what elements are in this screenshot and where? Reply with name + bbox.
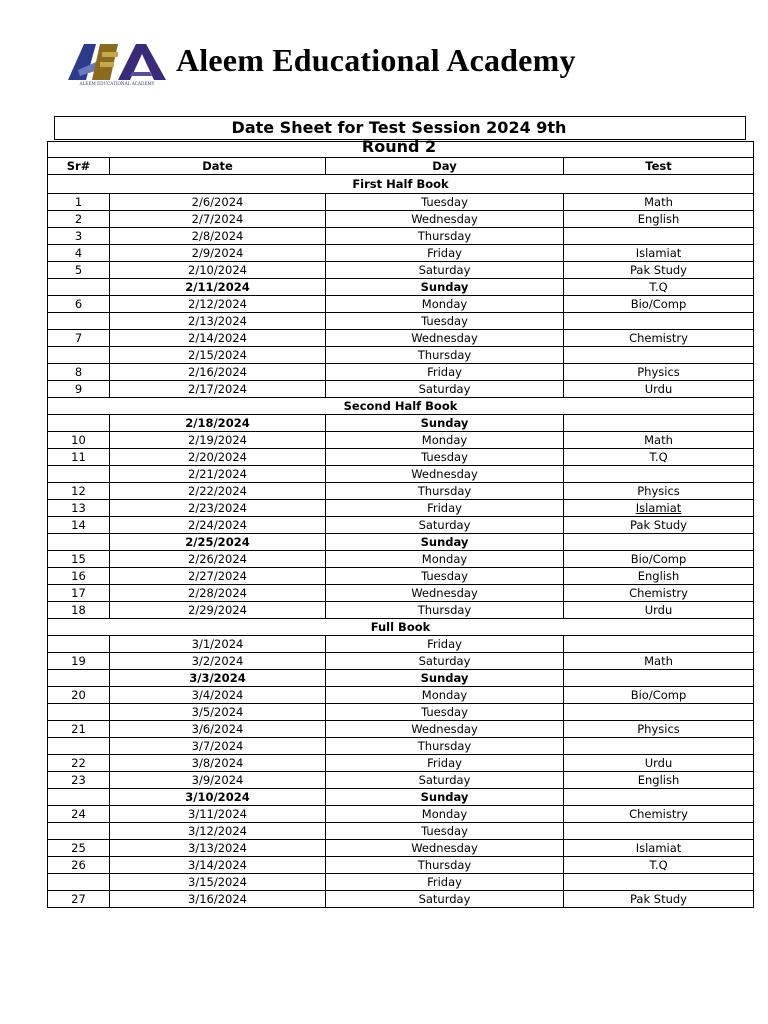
date-cell: 2/26/2024 xyxy=(110,551,326,568)
sr-cell: 14 xyxy=(48,517,110,534)
day-cell: Wednesday xyxy=(326,211,564,228)
sr-cell: 5 xyxy=(48,262,110,279)
column-header-day: Day xyxy=(326,158,564,175)
table-row xyxy=(48,806,754,823)
sr-cell xyxy=(48,636,110,653)
sr-cell xyxy=(48,347,110,364)
sr-cell: 15 xyxy=(48,551,110,568)
day-cell: Monday xyxy=(326,806,564,823)
day-cell: Friday xyxy=(326,364,564,381)
table-row xyxy=(48,687,754,704)
section-label: Full Book xyxy=(48,619,754,636)
table-row xyxy=(48,653,754,670)
sr-cell xyxy=(48,466,110,483)
test-cell: English xyxy=(564,568,754,585)
table-row xyxy=(48,568,754,585)
table-row xyxy=(48,415,754,432)
column-header-date: Date xyxy=(110,158,326,175)
sr-cell: 7 xyxy=(48,330,110,347)
day-cell: Friday xyxy=(326,636,564,653)
sr-cell: 20 xyxy=(48,687,110,704)
test-cell: T.Q xyxy=(564,449,754,466)
date-cell: 3/12/2024 xyxy=(110,823,326,840)
date-cell: 2/11/2024 xyxy=(110,279,326,296)
test-cell: Bio/Comp xyxy=(564,296,754,313)
date-cell: 3/6/2024 xyxy=(110,721,326,738)
sr-cell: 10 xyxy=(48,432,110,449)
table-row xyxy=(48,721,754,738)
day-cell: Tuesday xyxy=(326,194,564,211)
day-cell: Sunday xyxy=(326,534,564,551)
date-cell: 3/7/2024 xyxy=(110,738,326,755)
test-cell: T.Q xyxy=(564,279,754,296)
title-box xyxy=(54,116,746,140)
table-row xyxy=(48,449,754,466)
table-row xyxy=(48,755,754,772)
day-cell: Friday xyxy=(326,755,564,772)
date-cell: 2/20/2024 xyxy=(110,449,326,466)
sr-cell: 8 xyxy=(48,364,110,381)
sr-cell: 27 xyxy=(48,891,110,908)
test-cell xyxy=(564,534,754,551)
sr-cell xyxy=(48,874,110,891)
test-cell: Math xyxy=(564,653,754,670)
column-header-sr: Sr# xyxy=(48,158,110,175)
table-row xyxy=(48,347,754,364)
test-cell: Physics xyxy=(564,483,754,500)
date-cell: 2/7/2024 xyxy=(110,211,326,228)
day-cell: Monday xyxy=(326,296,564,313)
table-row xyxy=(48,789,754,806)
date-cell: 2/17/2024 xyxy=(110,381,326,398)
table-row xyxy=(48,636,754,653)
date-cell: 3/8/2024 xyxy=(110,755,326,772)
table-row xyxy=(48,262,754,279)
date-cell: 2/27/2024 xyxy=(110,568,326,585)
date-cell: 2/24/2024 xyxy=(110,517,326,534)
test-cell xyxy=(564,415,754,432)
sr-cell: 21 xyxy=(48,721,110,738)
test-cell xyxy=(564,789,754,806)
date-cell: 2/6/2024 xyxy=(110,194,326,211)
test-cell: Math xyxy=(564,194,754,211)
day-cell: Wednesday xyxy=(326,466,564,483)
day-cell: Tuesday xyxy=(326,568,564,585)
date-sheet-table xyxy=(47,141,754,908)
day-cell: Tuesday xyxy=(326,449,564,466)
date-cell: 2/16/2024 xyxy=(110,364,326,381)
date-cell: 2/29/2024 xyxy=(110,602,326,619)
table-row xyxy=(48,483,754,500)
day-cell: Sunday xyxy=(326,279,564,296)
date-cell: 3/10/2024 xyxy=(110,789,326,806)
sr-cell: 24 xyxy=(48,806,110,823)
sr-cell: 12 xyxy=(48,483,110,500)
table-header-row xyxy=(48,158,754,175)
table-row xyxy=(48,381,754,398)
day-cell: Thursday xyxy=(326,347,564,364)
day-cell: Saturday xyxy=(326,262,564,279)
table-row xyxy=(48,364,754,381)
day-cell: Thursday xyxy=(326,738,564,755)
sr-cell: 2 xyxy=(48,211,110,228)
test-cell: Physics xyxy=(564,721,754,738)
test-cell xyxy=(564,670,754,687)
date-cell: 2/23/2024 xyxy=(110,500,326,517)
sr-cell xyxy=(48,738,110,755)
date-cell: 3/5/2024 xyxy=(110,704,326,721)
day-cell: Wednesday xyxy=(326,721,564,738)
test-cell xyxy=(564,466,754,483)
sr-cell: 6 xyxy=(48,296,110,313)
date-cell: 2/18/2024 xyxy=(110,415,326,432)
day-cell: Saturday xyxy=(326,517,564,534)
section-header-row xyxy=(48,398,754,415)
section-label: Second Half Book xyxy=(48,398,754,415)
test-cell: Chemistry xyxy=(564,806,754,823)
day-cell: Saturday xyxy=(326,772,564,789)
date-cell: 3/3/2024 xyxy=(110,670,326,687)
test-cell: Pak Study xyxy=(564,262,754,279)
sr-cell: 11 xyxy=(48,449,110,466)
table-top-spacer xyxy=(48,142,754,158)
sr-cell xyxy=(48,534,110,551)
page-header xyxy=(66,38,706,88)
day-cell: Friday xyxy=(326,245,564,262)
day-cell: Monday xyxy=(326,551,564,568)
sr-cell: 25 xyxy=(48,840,110,857)
date-cell: 2/8/2024 xyxy=(110,228,326,245)
table-row xyxy=(48,500,754,517)
day-cell: Saturday xyxy=(326,381,564,398)
sr-cell: 16 xyxy=(48,568,110,585)
sr-cell xyxy=(48,415,110,432)
test-label: Islamiat xyxy=(635,500,682,515)
sr-cell: 13 xyxy=(48,500,110,517)
test-cell: Physics xyxy=(564,364,754,381)
sr-cell: 19 xyxy=(48,653,110,670)
sr-cell xyxy=(48,670,110,687)
test-cell: Chemistry xyxy=(564,585,754,602)
test-cell: Bio/Comp xyxy=(564,551,754,568)
day-cell: Thursday xyxy=(326,483,564,500)
day-cell: Saturday xyxy=(326,653,564,670)
table-row xyxy=(48,517,754,534)
date-sheet-title: Date Sheet for Test Session 2024 9th Round 2 xyxy=(231,118,567,156)
table-row xyxy=(48,840,754,857)
date-cell: 2/9/2024 xyxy=(110,245,326,262)
date-cell: 2/28/2024 xyxy=(110,585,326,602)
table-row xyxy=(48,432,754,449)
test-cell xyxy=(564,636,754,653)
table-row xyxy=(48,534,754,551)
table-row xyxy=(48,891,754,908)
column-header-test: Test xyxy=(564,158,754,175)
test-cell xyxy=(564,313,754,330)
date-cell: 2/21/2024 xyxy=(110,466,326,483)
section-label: First Half Book xyxy=(48,175,754,194)
test-cell: Urdu xyxy=(564,602,754,619)
table-row xyxy=(48,874,754,891)
sr-cell: 4 xyxy=(48,245,110,262)
section-header-row xyxy=(48,619,754,636)
test-cell: Chemistry xyxy=(564,330,754,347)
day-cell: Wednesday xyxy=(326,330,564,347)
date-cell: 2/10/2024 xyxy=(110,262,326,279)
day-cell: Thursday xyxy=(326,857,564,874)
sr-cell: 9 xyxy=(48,381,110,398)
date-cell: 2/13/2024 xyxy=(110,313,326,330)
sr-cell: 17 xyxy=(48,585,110,602)
sr-cell: 1 xyxy=(48,194,110,211)
date-cell: 2/19/2024 xyxy=(110,432,326,449)
test-cell: T.Q xyxy=(564,857,754,874)
table-row xyxy=(48,670,754,687)
day-cell: Thursday xyxy=(326,228,564,245)
date-cell: 3/14/2024 xyxy=(110,857,326,874)
day-cell: Wednesday xyxy=(326,840,564,857)
date-cell: 3/2/2024 xyxy=(110,653,326,670)
table-row xyxy=(48,313,754,330)
day-cell: Friday xyxy=(326,500,564,517)
date-cell: 3/13/2024 xyxy=(110,840,326,857)
sr-cell xyxy=(48,823,110,840)
day-cell: Friday xyxy=(326,874,564,891)
day-cell: Monday xyxy=(326,432,564,449)
date-cell: 3/1/2024 xyxy=(110,636,326,653)
table-row xyxy=(48,330,754,347)
table-row xyxy=(48,704,754,721)
sr-cell xyxy=(48,789,110,806)
table-row xyxy=(48,279,754,296)
test-cell: Urdu xyxy=(564,381,754,398)
date-cell: 2/22/2024 xyxy=(110,483,326,500)
academy-logo xyxy=(66,40,168,86)
logo-caption: ALEEM EDUCATIONAL ACADEMY xyxy=(79,81,155,86)
table-row xyxy=(48,194,754,211)
test-cell xyxy=(564,738,754,755)
day-cell: Sunday xyxy=(326,789,564,806)
sr-cell xyxy=(48,313,110,330)
test-cell xyxy=(564,874,754,891)
table-row xyxy=(48,602,754,619)
date-cell: 3/11/2024 xyxy=(110,806,326,823)
date-cell: 2/15/2024 xyxy=(110,347,326,364)
date-cell: 2/12/2024 xyxy=(110,296,326,313)
sr-cell: 23 xyxy=(48,772,110,789)
sr-cell: 22 xyxy=(48,755,110,772)
sr-cell xyxy=(48,279,110,296)
table-row xyxy=(48,823,754,840)
sr-cell xyxy=(48,704,110,721)
school-name: Aleem Educational Academy xyxy=(176,42,576,78)
test-cell: English xyxy=(564,211,754,228)
test-cell xyxy=(564,704,754,721)
sr-cell: 3 xyxy=(48,228,110,245)
date-cell: 3/15/2024 xyxy=(110,874,326,891)
test-cell xyxy=(564,500,754,517)
table-row xyxy=(48,585,754,602)
day-cell: Wednesday xyxy=(326,585,564,602)
table-row xyxy=(48,211,754,228)
test-cell: Pak Study xyxy=(564,517,754,534)
day-cell: Thursday xyxy=(326,602,564,619)
test-cell: English xyxy=(564,772,754,789)
table-row xyxy=(48,466,754,483)
test-cell: Islamiat xyxy=(564,840,754,857)
test-cell xyxy=(564,228,754,245)
test-cell: Islamiat xyxy=(564,245,754,262)
test-cell xyxy=(564,823,754,840)
table-row xyxy=(48,772,754,789)
test-cell: Bio/Comp xyxy=(564,687,754,704)
section-header-row xyxy=(48,175,754,194)
day-cell: Saturday xyxy=(326,891,564,908)
day-cell: Sunday xyxy=(326,670,564,687)
table-row xyxy=(48,738,754,755)
date-cell: 2/25/2024 xyxy=(110,534,326,551)
date-cell: 3/16/2024 xyxy=(110,891,326,908)
date-cell: 3/9/2024 xyxy=(110,772,326,789)
table-row xyxy=(48,228,754,245)
test-cell xyxy=(564,347,754,364)
day-cell: Tuesday xyxy=(326,313,564,330)
date-cell: 3/4/2024 xyxy=(110,687,326,704)
table-row xyxy=(48,245,754,262)
day-cell: Monday xyxy=(326,687,564,704)
test-cell: Pak Study xyxy=(564,891,754,908)
test-cell: Urdu xyxy=(564,755,754,772)
sr-cell: 18 xyxy=(48,602,110,619)
table-row xyxy=(48,296,754,313)
table-row xyxy=(48,551,754,568)
day-cell: Sunday xyxy=(326,415,564,432)
test-cell: Math xyxy=(564,432,754,449)
date-cell: 2/14/2024 xyxy=(110,330,326,347)
table-row xyxy=(48,857,754,874)
day-cell: Tuesday xyxy=(326,823,564,840)
sr-cell: 26 xyxy=(48,857,110,874)
day-cell: Tuesday xyxy=(326,704,564,721)
